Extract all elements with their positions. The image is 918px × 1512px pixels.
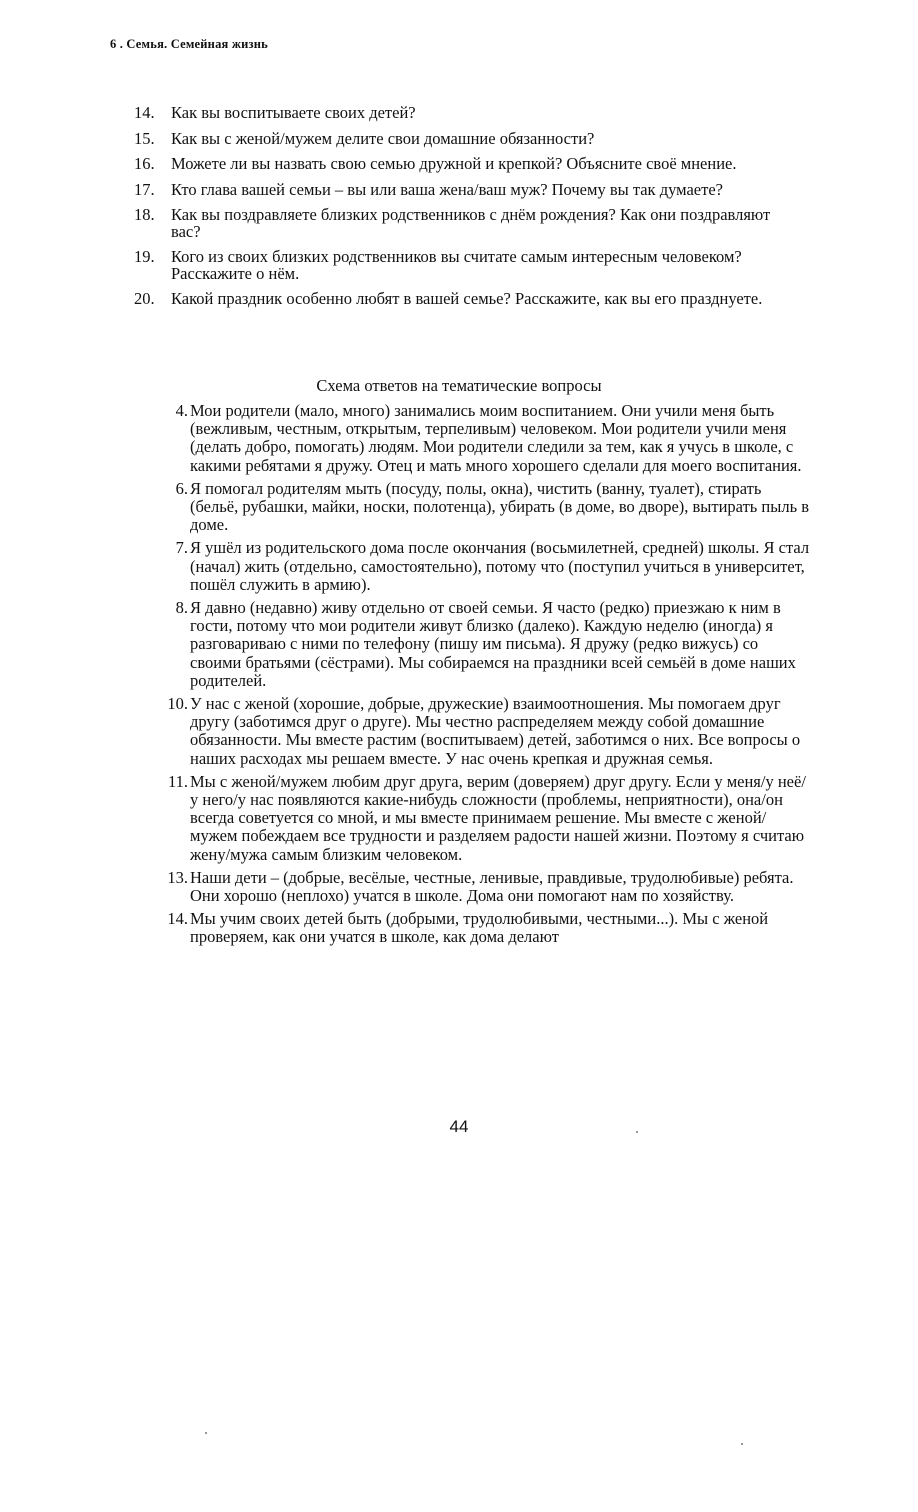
section-title: Схема ответов на тематические вопросы bbox=[316, 376, 602, 395]
question-item bbox=[134, 249, 794, 282]
question-item bbox=[134, 105, 794, 122]
answer-number: 13. bbox=[167, 867, 188, 887]
question-number: 19. bbox=[134, 247, 155, 266]
question-item bbox=[134, 128, 794, 148]
answers-list bbox=[138, 402, 810, 952]
answer-number: 14. bbox=[167, 909, 188, 929]
answer-item bbox=[138, 773, 810, 864]
answer-number: 6. bbox=[175, 478, 188, 498]
answer-text: У нас с женой (хорошие, добрые, дружеские) взаимоотношения. Мы помогаем друг другу (заботимся друг о друге). Мы честно распределяем между собой домашние обязанности. Мы вместе растим (воспитываем) детей, заботимся о них. Все вопросы о наших расходах мы решаем вместе. У нас очень крепкая и дружная семья. bbox=[190, 694, 801, 768]
page-number: 44 bbox=[449, 1117, 469, 1136]
question-item bbox=[134, 179, 794, 199]
answer-item bbox=[138, 480, 810, 535]
answer-item bbox=[138, 402, 810, 475]
questions-list bbox=[134, 105, 794, 317]
answer-text: Наши дети – (добрые, весёлые, честные, ленивые, правдивые, трудолюбивые) ребята. Они хорошо (неплохо) учатся в школе. Дома они помогают нам по хозяйству. bbox=[190, 867, 794, 906]
question-number: 16. bbox=[134, 154, 155, 173]
answer-item bbox=[138, 695, 810, 768]
answer-text: Я давно (недавно) живу отдельно от своей семьи. Я часто (редко) приезжаю к ним в гости, потому что мои родители живут близко (далеко). Каждую неделю (иногда) я разговариваю с ними по телефону (пишу им письма). Я дружу (редко вижусь) со своими братьями (сёстрами). Мы собираемся на праздники всей семьёй в доме наших родителей. bbox=[190, 598, 796, 690]
question-number: 14. bbox=[134, 103, 155, 122]
question-number: 20. bbox=[134, 289, 155, 308]
answer-item bbox=[138, 869, 810, 905]
answer-number: 11. bbox=[167, 771, 188, 791]
question-item bbox=[134, 291, 794, 308]
answer-number: 4. bbox=[175, 401, 188, 420]
answer-number: 10. bbox=[167, 694, 188, 714]
answer-item bbox=[138, 599, 810, 690]
question-text: Как вы поздравляете близких родственников с днём рождения? Как они поздравляют вас? bbox=[171, 205, 771, 241]
question-text: Кто глава вашей семьи – вы или ваша жена/ваш муж? Почему вы так думаете? bbox=[171, 179, 723, 199]
scan-speck bbox=[205, 1432, 207, 1434]
question-text: Как вы воспитываете своих детей? bbox=[171, 103, 416, 122]
answer-text: Я ушёл из родительского дома после окончания (восьмилетней, средней) школы. Я стал (начал) жить (отдельно, самостоятельно), потому что (поступил учиться в университет, пошёл служить в армию). bbox=[190, 538, 810, 594]
answer-number: 7. bbox=[175, 538, 188, 558]
scan-speck bbox=[636, 1131, 638, 1133]
question-number: 15. bbox=[134, 128, 155, 148]
answer-text: Мы с женой/мужем любим друг друга, верим (доверяем) друг другу. Если у меня/у неё/у него/у нас появляются какие-нибудь сложности (проблемы, неприятности), она/он всегда советуется со мной, и мы вместе принимаем решение. Мы вместе с женой/мужем побеждаем все трудности и разделяем радости нашей жизни. Поэтому я считаю жену/мужа самым близким человеком. bbox=[190, 771, 806, 864]
scan-speck bbox=[741, 1443, 743, 1445]
running-head: 6 . Семья. Семейная жизнь bbox=[110, 37, 268, 51]
question-item bbox=[134, 156, 794, 173]
answer-item bbox=[138, 539, 810, 594]
answer-text: Мои родители (мало, много) занимались моим воспитанием. Они учили меня быть (вежливым, честным, открытым, терпеливым) человеком. Мои родители учили меня (делать добро, помогать) людям. Мои родители следили за тем, как я учусь в школе, с какими ребятами я дружу. Отец и мать много хорошего сделали для моего воспитания. bbox=[190, 401, 802, 475]
question-number: 17. bbox=[134, 179, 155, 199]
question-text: Какой праздник особенно любят в вашей семье? Расскажите, как вы его празднуете. bbox=[171, 289, 763, 308]
question-text: Можете ли вы назвать свою семью дружной и крепкой? Объясните своё мнение. bbox=[171, 154, 737, 173]
question-text: Как вы с женой/мужем делите свои домашние обязанности? bbox=[171, 128, 595, 148]
question-number: 18. bbox=[134, 205, 155, 224]
answer-number: 8. bbox=[175, 598, 188, 618]
question-item bbox=[134, 207, 794, 240]
question-text: Кого из своих близких родственников вы считате самым интересным человеком? Расскажите о нём. bbox=[171, 247, 742, 283]
answer-text: Я помогал родителям мыть (посуду, полы, окна), чистить (ванну, туалет), стирать (бельё, рубашки, майки, носки, полотенца), убирать (в доме, во дворе), вытирать пыль в доме. bbox=[190, 478, 810, 535]
answer-text: Мы учим своих детей быть (добрыми, трудолюбивыми, честными...). Мы с женой проверяем, как они учатся в школе, как дома делают bbox=[190, 909, 769, 947]
answer-item bbox=[138, 910, 810, 946]
